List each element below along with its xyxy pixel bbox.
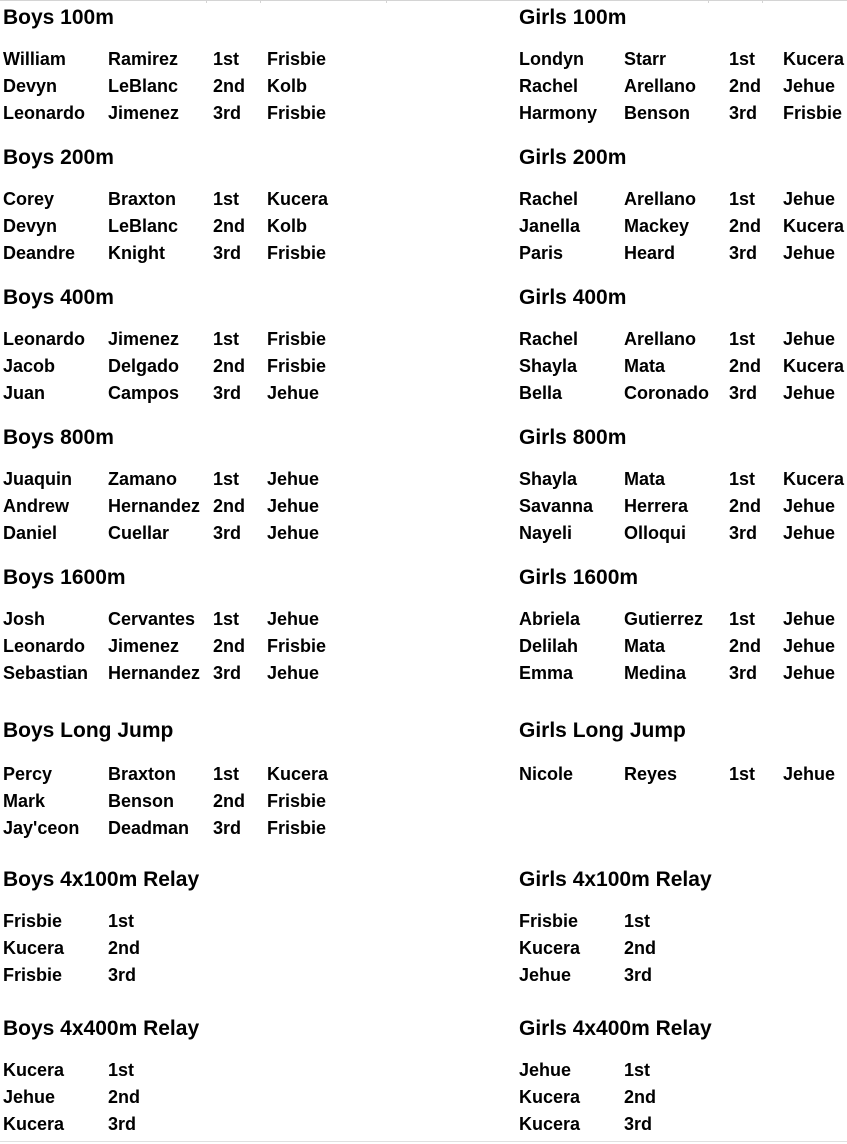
first-name-cell: Rachel — [519, 189, 579, 209]
team-cell: Jehue — [783, 329, 836, 349]
team-cell: Kucera — [267, 189, 329, 209]
place-cell: 3rd — [213, 663, 242, 683]
first-name-cell: Andrew — [3, 496, 70, 516]
first-name-cell: William — [3, 49, 66, 69]
team-cell: Jehue — [783, 609, 836, 629]
last-name-cell: Mata — [624, 636, 666, 656]
first-name-cell: Rachel — [519, 76, 579, 96]
place-cell: 1st — [213, 469, 240, 489]
team-cell: Frisbie — [267, 636, 327, 656]
first-name-cell: Leonardo — [3, 636, 86, 656]
place-cell: 2nd — [624, 1087, 657, 1107]
place-cell: 2nd — [213, 496, 246, 516]
place-cell: 1st — [213, 609, 240, 629]
place-cell: 2nd — [213, 636, 246, 656]
first-name-cell: Mark — [3, 791, 46, 811]
last-name-cell: Cervantes — [108, 609, 196, 629]
team-cell: Frisbie — [3, 965, 63, 985]
place-cell: 3rd — [108, 965, 137, 985]
last-name-cell: Hernandez — [108, 663, 201, 683]
team-cell: Jehue — [267, 383, 320, 403]
first-name-cell: Londyn — [519, 49, 584, 69]
last-name-cell: Deadman — [108, 818, 190, 838]
team-cell: Jehue — [783, 764, 836, 784]
team-cell: Kucera — [783, 49, 845, 69]
event-title: Boys 400m — [3, 286, 114, 309]
last-name-cell: Coronado — [624, 383, 709, 403]
first-name-cell: Janella — [519, 216, 581, 236]
place-cell: 2nd — [213, 791, 246, 811]
team-cell: Frisbie — [783, 103, 843, 123]
place-cell: 1st — [729, 764, 756, 784]
place-cell: 1st — [213, 189, 240, 209]
place-cell: 3rd — [624, 965, 653, 985]
team-cell: Kucera — [3, 1114, 65, 1134]
team-cell: Frisbie — [267, 103, 327, 123]
first-name-cell: Abriela — [519, 609, 581, 629]
place-cell: 1st — [108, 1060, 135, 1080]
place-cell: 3rd — [213, 523, 242, 543]
place-cell: 3rd — [729, 383, 758, 403]
column-divider-tick — [762, 0, 763, 3]
team-cell: Jehue — [783, 383, 836, 403]
team-cell: Frisbie — [267, 49, 327, 69]
first-name-cell: Sebastian — [3, 663, 89, 683]
first-name-cell: Emma — [519, 663, 574, 683]
first-name-cell: Devyn — [3, 76, 58, 96]
last-name-cell: Ramirez — [108, 49, 179, 69]
place-cell: 2nd — [729, 76, 762, 96]
team-cell: Kucera — [519, 938, 581, 958]
place-cell: 2nd — [108, 938, 141, 958]
place-cell: 3rd — [729, 103, 758, 123]
team-cell: Jehue — [519, 1060, 572, 1080]
last-name-cell: Braxton — [108, 764, 177, 784]
place-cell: 1st — [729, 189, 756, 209]
first-name-cell: Leonardo — [3, 103, 86, 123]
event-title: Boys 100m — [3, 6, 114, 29]
place-cell: 2nd — [108, 1087, 141, 1107]
last-name-cell: Cuellar — [108, 523, 170, 543]
first-name-cell: Shayla — [519, 356, 578, 376]
first-name-cell: Daniel — [3, 523, 58, 543]
first-name-cell: Josh — [3, 609, 46, 629]
team-cell: Frisbie — [267, 818, 327, 838]
first-name-cell: Nayeli — [519, 523, 573, 543]
event-title: Girls 100m — [519, 6, 627, 29]
team-cell: Frisbie — [3, 911, 63, 931]
event-title: Boys 1600m — [3, 566, 126, 589]
place-cell: 2nd — [213, 76, 246, 96]
last-name-cell: LeBlanc — [108, 76, 179, 96]
place-cell: 1st — [213, 764, 240, 784]
team-cell: Kolb — [267, 76, 307, 96]
first-name-cell: Corey — [3, 189, 55, 209]
team-cell: Jehue — [267, 663, 320, 683]
team-cell: Jehue — [783, 496, 836, 516]
team-cell: Jehue — [783, 76, 836, 96]
last-name-cell: Herrera — [624, 496, 689, 516]
last-name-cell: Campos — [108, 383, 180, 403]
team-cell: Jehue — [783, 523, 836, 543]
place-cell: 1st — [729, 469, 756, 489]
team-cell: Jehue — [267, 523, 320, 543]
last-name-cell: Arellano — [624, 329, 697, 349]
first-name-cell: Harmony — [519, 103, 598, 123]
last-name-cell: Zamano — [108, 469, 178, 489]
sheet-bottom-gridline — [0, 1141, 847, 1142]
last-name-cell: Jimenez — [108, 329, 180, 349]
place-cell: 1st — [624, 911, 651, 931]
event-title: Boys 4x100m Relay — [3, 868, 200, 891]
team-cell: Frisbie — [267, 329, 327, 349]
place-cell: 3rd — [624, 1114, 653, 1134]
place-cell: 1st — [624, 1060, 651, 1080]
event-title: Girls 200m — [519, 146, 627, 169]
event-title: Girls 4x400m Relay — [519, 1017, 712, 1040]
last-name-cell: LeBlanc — [108, 216, 179, 236]
first-name-cell: Juan — [3, 383, 46, 403]
place-cell: 1st — [729, 329, 756, 349]
place-cell: 1st — [729, 49, 756, 69]
event-title: Boys 200m — [3, 146, 114, 169]
team-cell: Kucera — [783, 356, 845, 376]
place-cell: 2nd — [729, 636, 762, 656]
first-name-cell: Bella — [519, 383, 563, 403]
last-name-cell: Olloqui — [624, 523, 686, 543]
event-title: Boys 4x400m Relay — [3, 1017, 200, 1040]
place-cell: 2nd — [624, 938, 657, 958]
last-name-cell: Arellano — [624, 76, 697, 96]
last-name-cell: Starr — [624, 49, 667, 69]
last-name-cell: Knight — [108, 243, 165, 263]
place-cell: 3rd — [213, 243, 242, 263]
event-title: Girls 400m — [519, 286, 627, 309]
first-name-cell: Rachel — [519, 329, 579, 349]
team-cell: Jehue — [783, 189, 836, 209]
place-cell: 1st — [213, 49, 240, 69]
event-title: Girls 1600m — [519, 566, 639, 589]
team-cell: Kucera — [783, 469, 845, 489]
first-name-cell: Devyn — [3, 216, 58, 236]
team-cell: Jehue — [783, 636, 836, 656]
team-cell: Jehue — [519, 965, 572, 985]
team-cell: Jehue — [267, 496, 320, 516]
first-name-cell: Savanna — [519, 496, 594, 516]
place-cell: 3rd — [213, 818, 242, 838]
team-cell: Kucera — [519, 1114, 581, 1134]
first-name-cell: Deandre — [3, 243, 76, 263]
last-name-cell: Medina — [624, 663, 687, 683]
team-cell: Kucera — [267, 764, 329, 784]
last-name-cell: Jimenez — [108, 636, 180, 656]
last-name-cell: Arellano — [624, 189, 697, 209]
last-name-cell: Gutierrez — [624, 609, 704, 629]
team-cell: Jehue — [783, 243, 836, 263]
place-cell: 2nd — [729, 496, 762, 516]
team-cell: Frisbie — [267, 243, 327, 263]
first-name-cell: Shayla — [519, 469, 578, 489]
place-cell: 2nd — [729, 216, 762, 236]
last-name-cell: Reyes — [624, 764, 678, 784]
team-cell: Kucera — [519, 1087, 581, 1107]
team-cell: Jehue — [3, 1087, 56, 1107]
column-divider-tick — [260, 0, 261, 3]
last-name-cell: Jimenez — [108, 103, 180, 123]
column-divider-tick — [206, 0, 207, 3]
place-cell: 3rd — [213, 383, 242, 403]
team-cell: Frisbie — [267, 791, 327, 811]
first-name-cell: Delilah — [519, 636, 579, 656]
place-cell: 1st — [213, 329, 240, 349]
column-divider-tick — [708, 0, 709, 3]
last-name-cell: Benson — [108, 791, 175, 811]
place-cell: 3rd — [729, 243, 758, 263]
first-name-cell: Percy — [3, 764, 53, 784]
team-cell: Frisbie — [519, 911, 579, 931]
event-title: Boys 800m — [3, 426, 114, 449]
last-name-cell: Heard — [624, 243, 676, 263]
event-title: Girls 4x100m Relay — [519, 868, 712, 891]
last-name-cell: Mata — [624, 356, 666, 376]
place-cell: 3rd — [213, 103, 242, 123]
place-cell: 3rd — [729, 663, 758, 683]
team-cell: Jehue — [267, 469, 320, 489]
team-cell: Kolb — [267, 216, 307, 236]
sheet-top-gridline — [0, 0, 847, 1]
event-title: Girls Long Jump — [519, 719, 686, 742]
event-title: Boys Long Jump — [3, 719, 174, 742]
place-cell: 3rd — [729, 523, 758, 543]
event-title: Girls 800m — [519, 426, 627, 449]
last-name-cell: Delgado — [108, 356, 180, 376]
team-cell: Kucera — [3, 938, 65, 958]
first-name-cell: Jacob — [3, 356, 56, 376]
last-name-cell: Hernandez — [108, 496, 201, 516]
place-cell: 3rd — [108, 1114, 137, 1134]
first-name-cell: Juaquin — [3, 469, 73, 489]
team-cell: Jehue — [267, 609, 320, 629]
place-cell: 1st — [729, 609, 756, 629]
first-name-cell: Leonardo — [3, 329, 86, 349]
last-name-cell: Mata — [624, 469, 666, 489]
first-name-cell: Paris — [519, 243, 564, 263]
team-cell: Kucera — [783, 216, 845, 236]
place-cell: 2nd — [213, 216, 246, 236]
last-name-cell: Braxton — [108, 189, 177, 209]
place-cell: 2nd — [729, 356, 762, 376]
team-cell: Kucera — [3, 1060, 65, 1080]
place-cell: 1st — [108, 911, 135, 931]
last-name-cell: Benson — [624, 103, 691, 123]
team-cell: Frisbie — [267, 356, 327, 376]
last-name-cell: Mackey — [624, 216, 690, 236]
first-name-cell: Nicole — [519, 764, 574, 784]
team-cell: Jehue — [783, 663, 836, 683]
place-cell: 2nd — [213, 356, 246, 376]
first-name-cell: Jay'ceon — [3, 818, 80, 838]
column-divider-tick — [386, 0, 387, 3]
